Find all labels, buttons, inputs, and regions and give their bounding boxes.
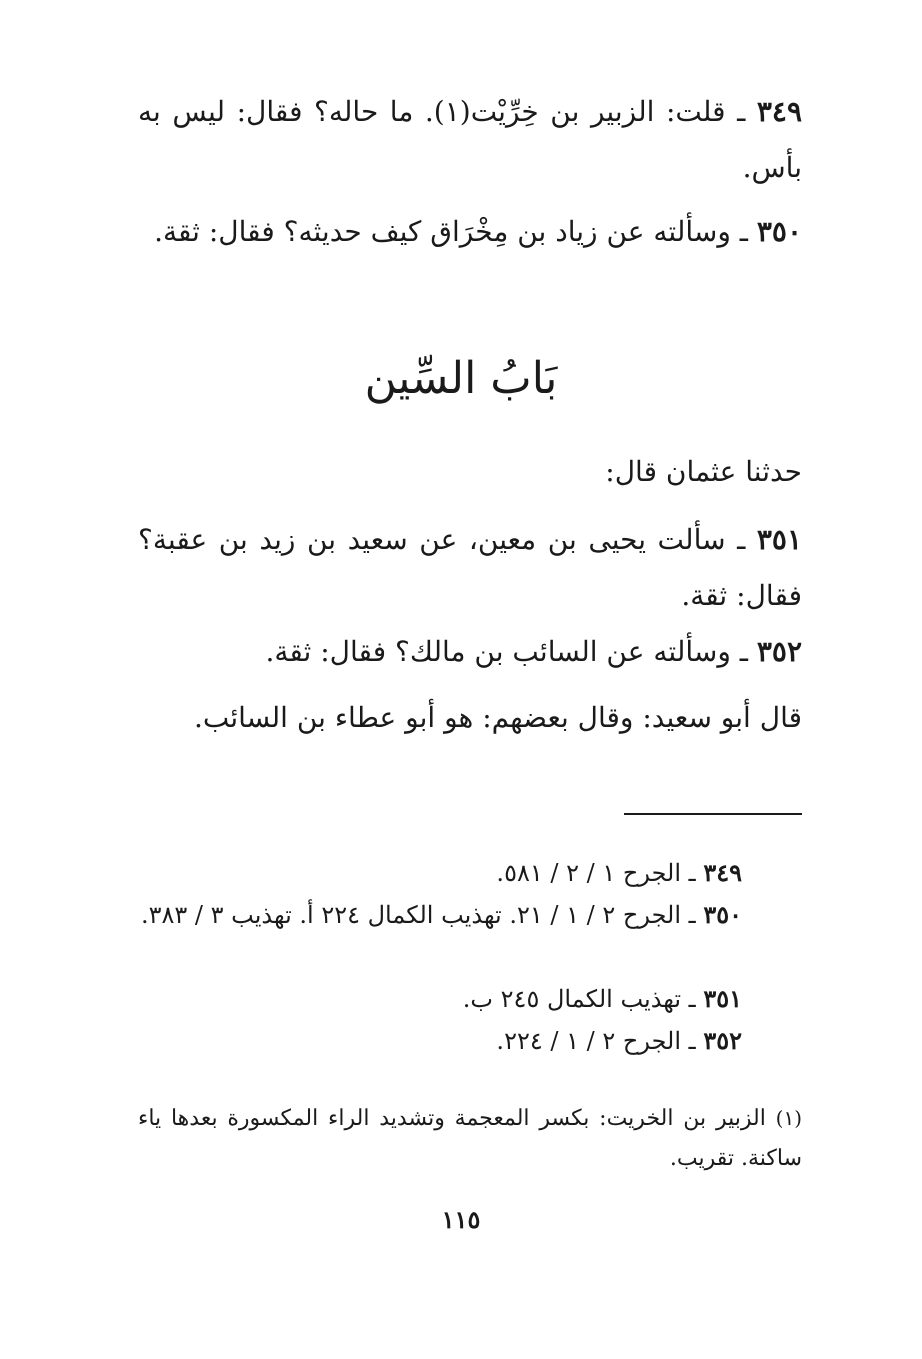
entry-350: [138, 204, 802, 260]
reference-number: ٣٥٠: [703, 900, 742, 929]
reference-352: [138, 1020, 742, 1062]
entry-text: ـ قلت: الزبير بن خِرِّيْت(١). ما حاله؟ فقال: ليس به بأس.: [138, 95, 802, 184]
section-heading: بَابُ السِّين: [364, 353, 558, 404]
reference-text: ـ الجرح ٢ / ١ / ٢١. تهذيب الكمال ٢٢٤ أ. تهذيب ٣ / ٣٨٣.: [140, 901, 704, 929]
reference-number: ٣٤٩: [703, 858, 742, 887]
reference-text: ـ الجرح ٢ / ١ / ٢٢٤.: [496, 1027, 704, 1055]
reference-text: ـ الجرح ١ / ٢ / ٥٨١.: [496, 859, 704, 887]
reference-349: [138, 852, 742, 894]
entry-351: [138, 512, 802, 624]
entry-number: ٣٥٢: [756, 635, 802, 668]
reference-351: [138, 978, 742, 1020]
entry-number: ٣٤٩: [756, 95, 802, 128]
entry-text: ـ سألت يحيى بن معين، عن سعيد بن زيد بن عقبة؟ فقال: ثقة.: [138, 523, 802, 612]
entry-number: ٣٥١: [756, 523, 802, 556]
footnote: [138, 1098, 802, 1179]
reference-text: ـ تهذيب الكمال ٢٤٥ ب.: [462, 985, 704, 1013]
entry-349: [138, 84, 802, 196]
entry-text: ـ وسألته عن السائب بن مالك؟ فقال: ثقة.: [265, 635, 757, 668]
entry-352: [138, 624, 802, 680]
reference-number: ٣٥٢: [703, 1026, 742, 1055]
page-number: ١١٥: [441, 1205, 481, 1234]
entry-number: ٣٥٠: [756, 215, 802, 248]
footnote-text: الزبير بن الخريت: بكسر المعجمة وتشديد الراء المكسورة بعدها ياء ساكنة. تقريب.: [138, 1106, 802, 1171]
footnote-marker: (١): [775, 1106, 802, 1130]
reference-number: ٣٥١: [703, 984, 742, 1013]
note-line: قال أبو سعيد: وقال بعضهم: هو أبو عطاء بن السائب.: [193, 701, 802, 734]
footnote-divider: [624, 813, 802, 815]
reference-350: [138, 894, 742, 936]
narration-line: حدثنا عثمان قال:: [605, 455, 802, 488]
entry-text: ـ وسألته عن زياد بن مِخْرَاق كيف حديثه؟ فقال: ثقة.: [154, 215, 757, 248]
